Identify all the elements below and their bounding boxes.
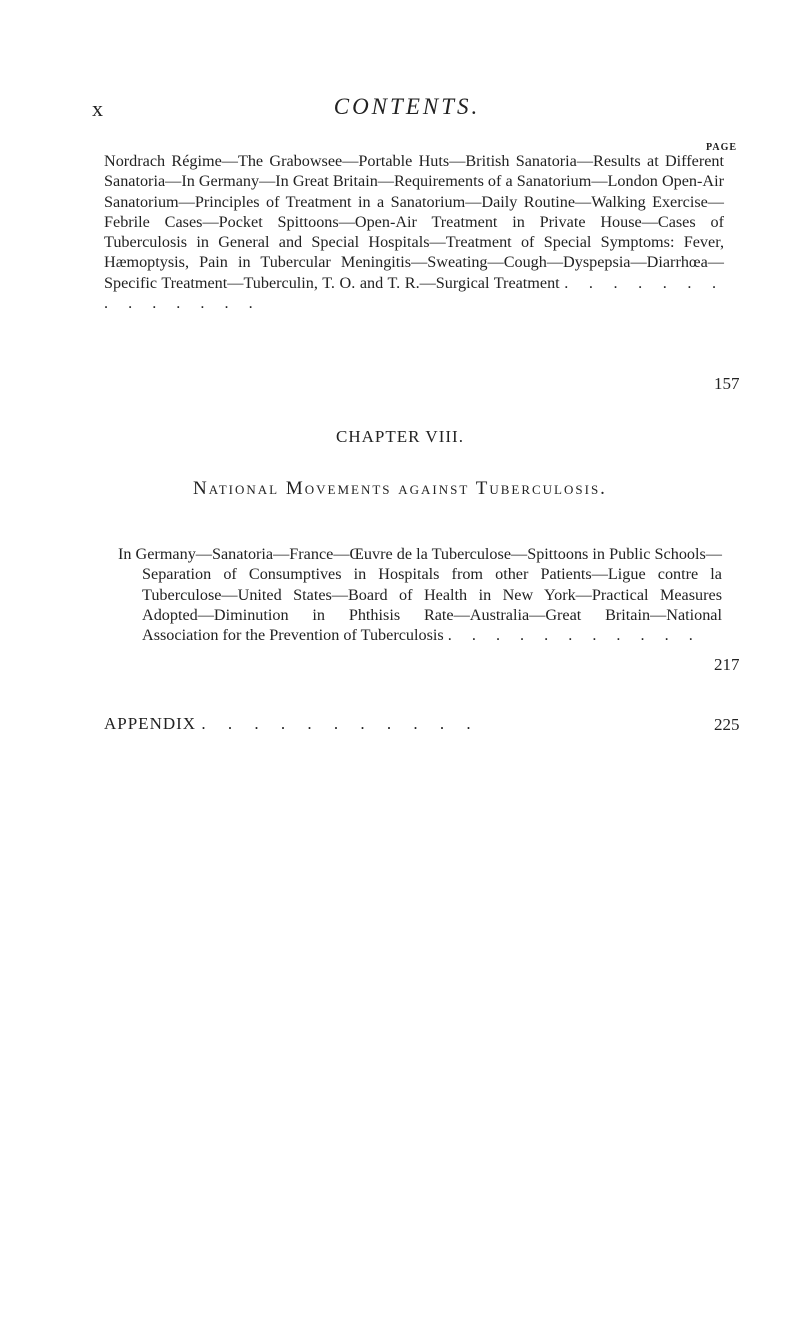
dot-leader: . . . . . . . . . . . . . . — [104, 273, 725, 313]
toc-entry-chapter-vii-summary — [104, 151, 724, 313]
toc-page-number: 157 — [714, 374, 740, 393]
toc-entry-appendix — [104, 714, 480, 734]
running-title: CONTENTS. — [333, 94, 481, 119]
toc-page-number: 225 — [714, 715, 740, 734]
toc-page-number: 217 — [714, 655, 740, 674]
toc-entry-text: Nordrach Régime—The Grabowsee—Portable Huts—British Sanatoria—Results at Different Sanatoria—In Germany—In Great Britain—Requirements of a Sanatorium—London Open-Air Sanatorium—Principles of Treatment in a Sanatorium—Daily Routine—Walking Exercise—Febrile Cases—Pocket Spittoons—Open-Air Treatment in Private House—Cases of Tuberculosis in General and Special Hospitals—Treatment of Special Symptoms: Fever, Hæmoptysis, Pain in Tubercular Meningitis—Sweating—Cough—Dyspepsia—Diarrhœa—Specific Treatment—Tuberculin, T. O. and T. R.—Surgical Treatment — [104, 152, 724, 292]
toc-entry-text: In Germany—Sanatoria—France—Œuvre de la Tuberculose—Spittoons in Public Schools—Separation of Consumptives in Hospitals from other Patients—Ligue contre la Tuberculose—United States—Board of Health in New York—Practical Measures Adopted—Diminution in Phthisis Rate—Australia—Great Britain—National Association for the Prevention of Tuberculosis — [118, 545, 722, 645]
chapter-title: National Movements against Tuberculosis. — [193, 478, 607, 499]
chapter-heading: CHAPTER VIII. — [336, 427, 464, 446]
toc-entry-chapter-viii-summary — [118, 544, 722, 645]
page-column-label: PAGE — [706, 142, 738, 153]
dot-leader: . . . . . . . . . . . — [201, 714, 480, 733]
dot-leader: . . . . . . . . . . . — [447, 626, 701, 645]
running-head — [92, 94, 722, 126]
page-folio: x — [92, 96, 104, 121]
appendix-label: APPENDIX — [104, 714, 197, 733]
